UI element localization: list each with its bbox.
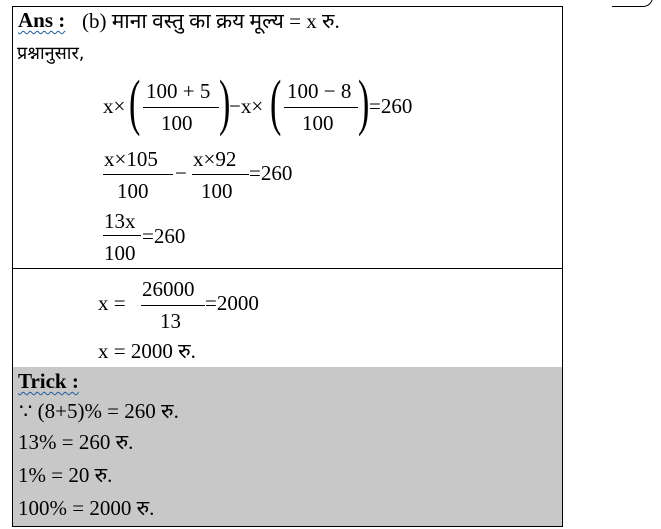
eq2-fraction-bar-b (192, 174, 249, 175)
eq4-lhs: x = (98, 291, 126, 315)
eq1-paren-open-b: ( (270, 69, 282, 137)
eq1-den-a: 100 (161, 111, 193, 135)
eq4-rhs: =2000 (205, 291, 259, 315)
ans-label: Ans : (18, 8, 66, 32)
page-corner-mark (612, 0, 653, 7)
eq1-rhs: =260 (369, 94, 413, 118)
trick-line-4: 100% = 2000 रु. (18, 496, 155, 520)
trick-section (12, 367, 563, 527)
eq4-num: 26000 (142, 277, 195, 301)
trick-line-2: 13% = 260 रु. (18, 430, 134, 454)
eq1-paren-open-a: ( (129, 69, 141, 137)
eq2-minus: − (175, 161, 187, 185)
prashnanusar-text: प्रश्नानुसार, (17, 43, 85, 64)
eq3-fraction-bar (103, 235, 141, 236)
trick-line-1: ∵ (8+5)% = 260 रु. (19, 399, 179, 423)
trick-line-3: 1% = 20 रु. (18, 463, 113, 487)
eq2-den-b: 100 (201, 179, 233, 203)
eq1-paren-close-a: ) (219, 69, 231, 137)
eq5-text: x = 2000 रु. (98, 339, 196, 363)
eq3-den: 100 (104, 241, 136, 265)
eq4-den: 13 (160, 309, 181, 333)
eq3-num: 13x (104, 209, 136, 233)
eq1-num-b: 100 − 8 (287, 79, 352, 103)
eq1-paren-close-b: ) (358, 69, 370, 137)
eq1-lhs: x× (103, 94, 126, 118)
section-divider (12, 268, 563, 269)
eq1-den-b: 100 (302, 111, 334, 135)
eq2-fraction-bar-a (103, 174, 173, 175)
eq3-rhs: =260 (142, 224, 186, 248)
eq1-fraction-bar-b (284, 107, 358, 108)
eq2-num-b: x×92 (193, 147, 237, 171)
statement-text: (b) माना वस्तु का क्रय मूल्य = x रु. (82, 9, 340, 33)
eq4-fraction-bar (141, 305, 205, 306)
eq2-den-a: 100 (117, 179, 149, 203)
eq1-fraction-bar-a (143, 107, 219, 108)
eq2-rhs: =260 (249, 161, 293, 185)
eq1-num-a: 100 + 5 (146, 79, 211, 103)
trick-label: Trick : (18, 369, 79, 393)
eq1-minus: −x× (229, 94, 264, 118)
eq2-num-a: x×105 (104, 147, 158, 171)
